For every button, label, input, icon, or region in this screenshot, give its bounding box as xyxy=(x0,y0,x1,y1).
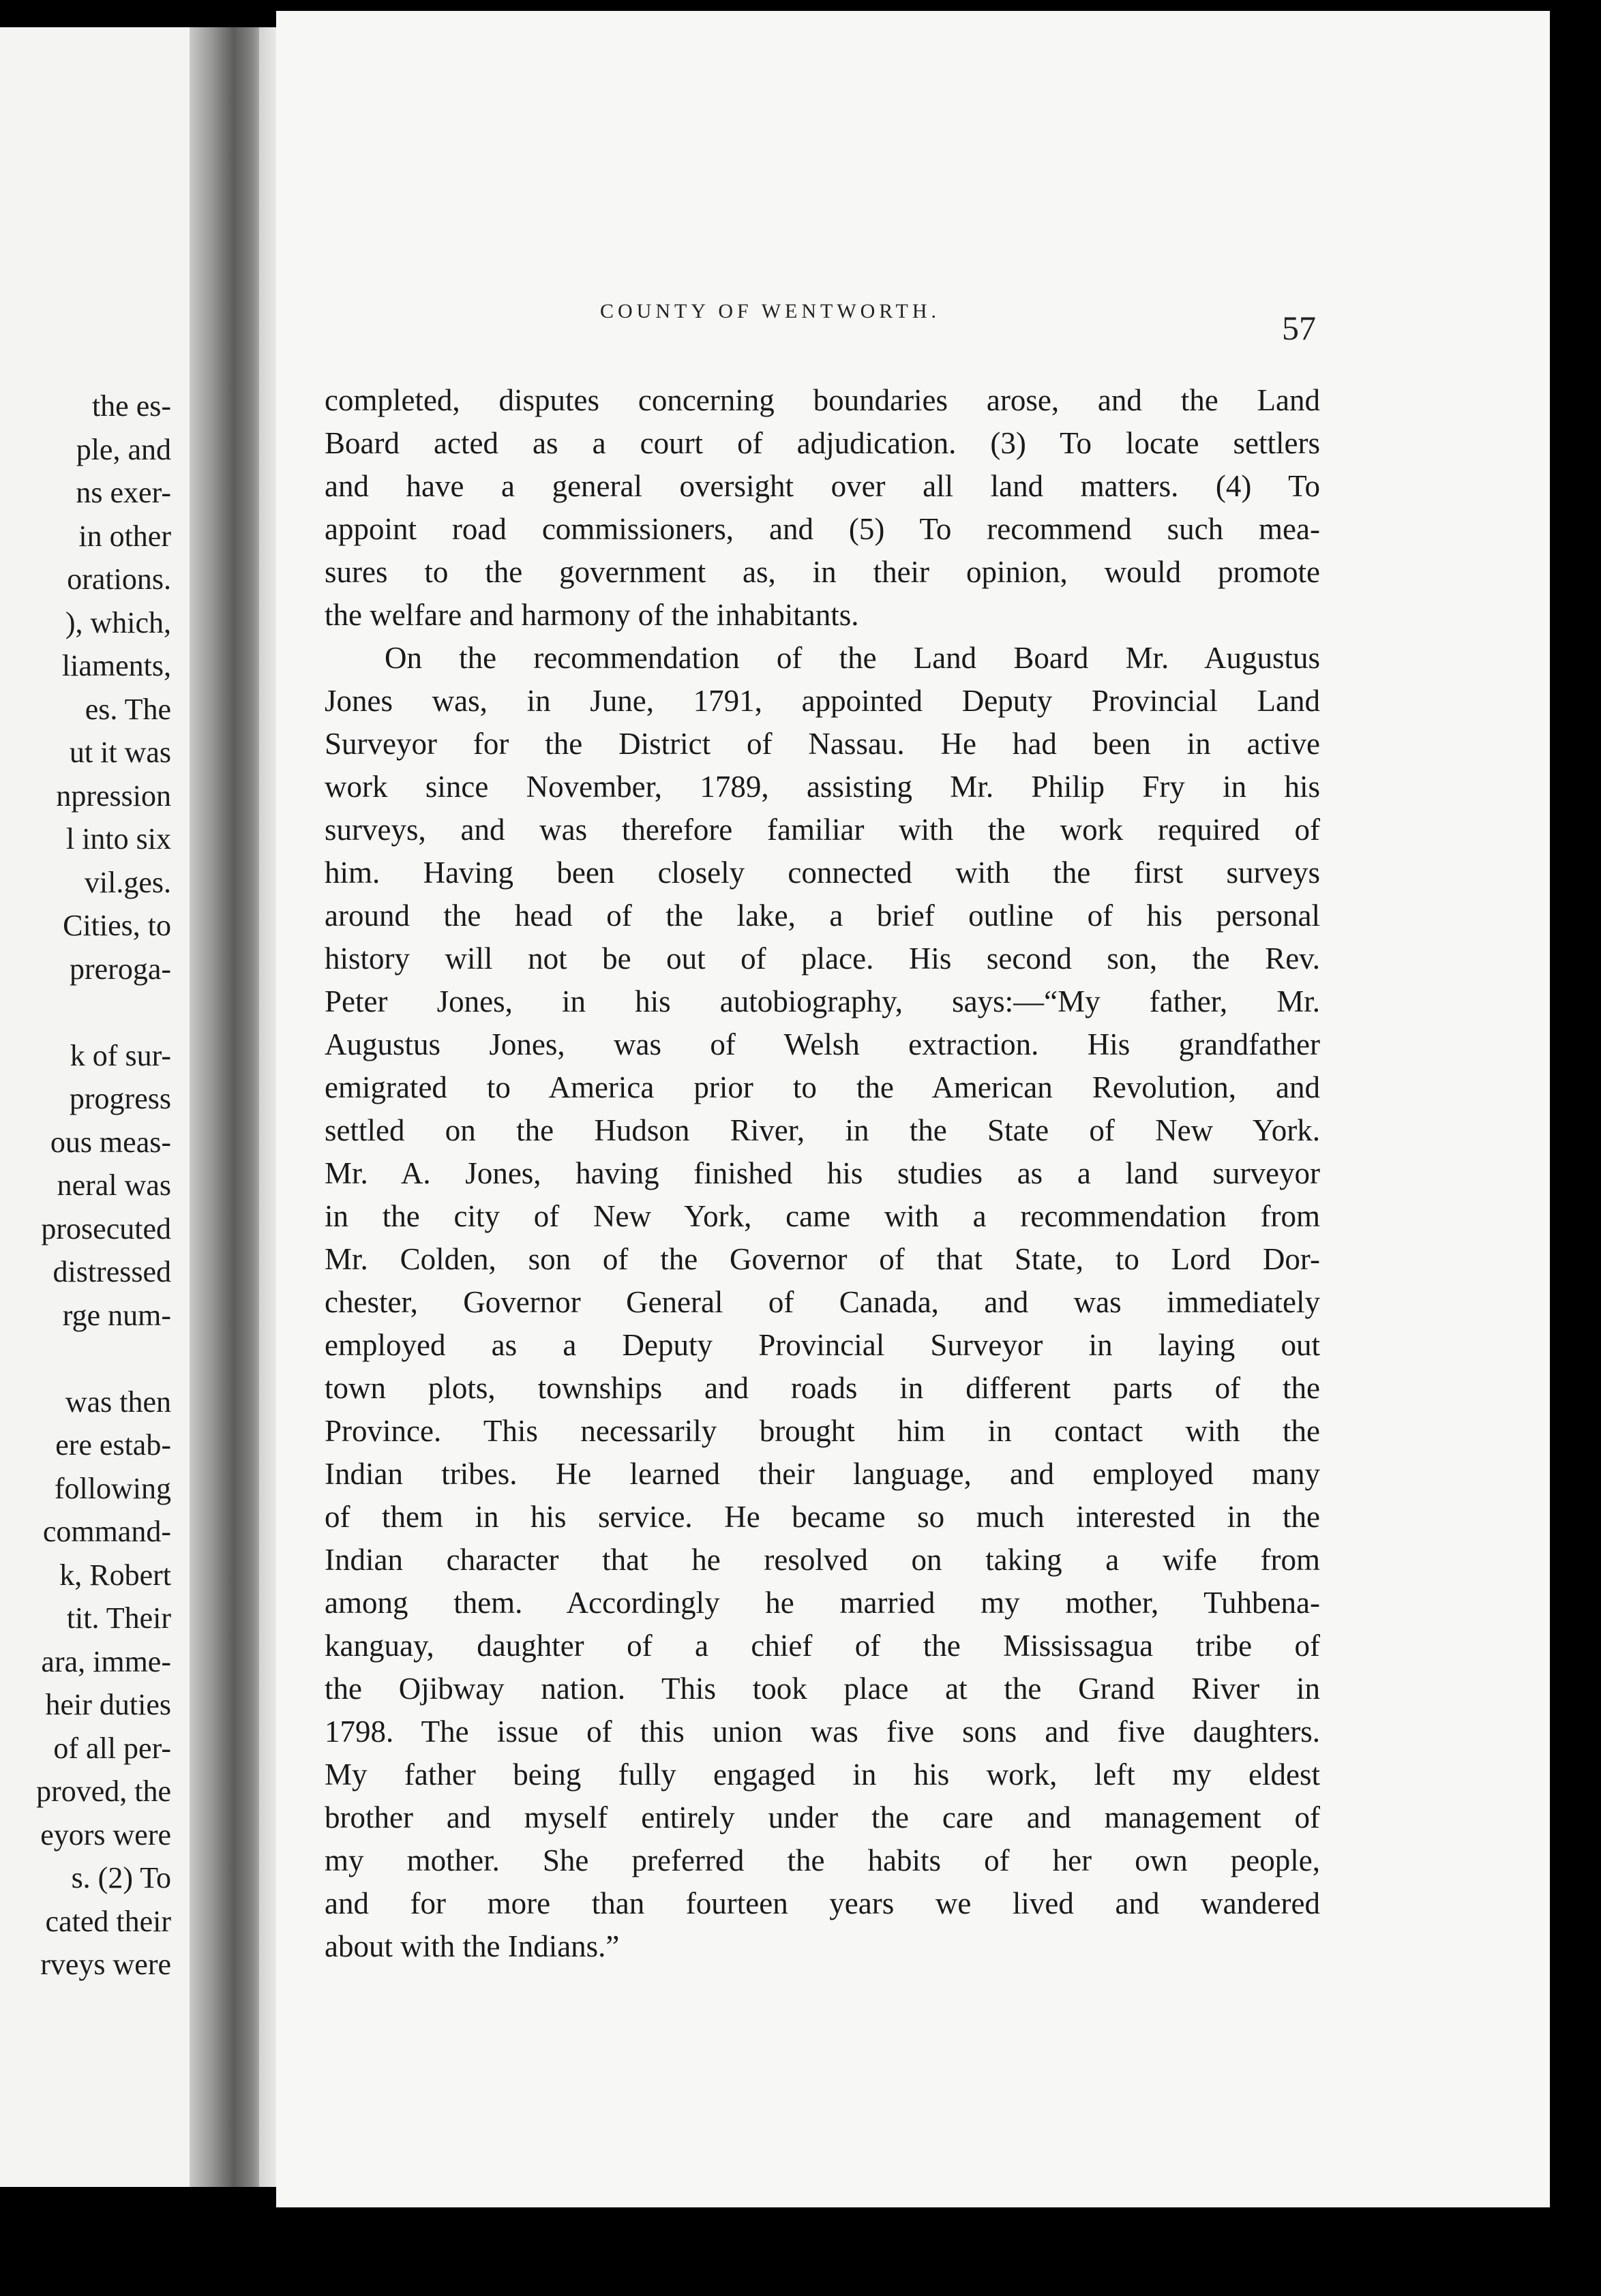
left-text-line: prosecuted xyxy=(41,1211,171,1245)
left-text-line: eyors were xyxy=(40,1817,171,1852)
left-text-line: cated their xyxy=(45,1904,171,1938)
text-line: around the head of the lake, a brief outline of his personal xyxy=(325,898,1320,933)
text-line: settled on the Hudson River, in the State of New York. xyxy=(325,1113,1320,1147)
body-text xyxy=(325,379,1320,1968)
left-text-line: k of sur- xyxy=(70,1038,171,1072)
left-text-line: l into six xyxy=(65,822,171,856)
text-line: Jones was, in June, 1791, appointed Deputy Provincial Land xyxy=(325,684,1320,718)
text-line: On the recommendation of the Land Board Mr. Augustus xyxy=(385,641,1320,675)
text-line: Indian character that he resolved on taking a wife from xyxy=(325,1543,1320,1577)
text-line: history will not be out of place. His second son, the Rev. xyxy=(325,941,1320,976)
left-text-line: progress xyxy=(69,1082,171,1115)
text-line: Peter Jones, in his autobiography, says:—“My father, Mr. xyxy=(325,984,1320,1018)
left-text-line: heir duties xyxy=(45,1688,171,1721)
left-text-line: ), which, xyxy=(65,605,171,639)
left-text-line: of all per- xyxy=(53,1731,171,1765)
text-line: him. Having been closely connected with the first surveys xyxy=(325,856,1320,890)
text-line: employed as a Deputy Provincial Surveyor in laying out xyxy=(325,1328,1320,1362)
left-page-text xyxy=(36,384,171,1987)
left-text-line: s. (2) To xyxy=(71,1861,171,1894)
left-text-line: ple, and xyxy=(76,432,171,466)
left-text-line: k, Robert xyxy=(59,1558,171,1592)
text-line: and for more than fourteen years we lived and wandered xyxy=(325,1886,1320,1920)
text-line: chester, Governor General of Canada, and was immediately xyxy=(325,1285,1320,1319)
text-line: work since November, 1789, assisting Mr. Philip Fry in his xyxy=(325,770,1320,804)
left-text-line: neral was xyxy=(57,1168,171,1202)
text-line: Augustus Jones, was of Welsh extraction. His grandfather xyxy=(325,1027,1320,1061)
text-line: kanguay, daughter of a chief of the Mississagua tribe of xyxy=(325,1629,1320,1663)
running-head: COUNTY OF WENTWORTH. xyxy=(600,300,940,322)
left-text-line: ous meas- xyxy=(50,1125,171,1159)
text-line: Mr. A. Jones, having finished his studies as a land surveyor xyxy=(325,1156,1320,1190)
left-text-line: Cities, to xyxy=(63,909,171,942)
text-line: of them in his service. He became so much interested in the xyxy=(325,1500,1320,1534)
left-text-line: liaments, xyxy=(61,649,171,682)
left-text-line: command- xyxy=(42,1515,171,1548)
text-line: 1798. The issue of this union was five sons and five daughters. xyxy=(325,1715,1320,1749)
left-text-line: tit. Their xyxy=(66,1601,171,1635)
text-line: Province. This necessarily brought him in contact with the xyxy=(325,1414,1320,1448)
left-text-line: ns exer- xyxy=(76,476,171,509)
text-line: surveys, and was therefore familiar with the work required of xyxy=(325,813,1320,847)
left-text-line: orations. xyxy=(67,562,171,596)
left-text-line: npression xyxy=(56,779,171,813)
text-line: about with the Indians.” xyxy=(325,1929,620,1963)
left-text-line: vil.ges. xyxy=(84,865,171,899)
text-line: in the city of New York, came with a recommendation from xyxy=(325,1199,1320,1233)
left-text-line: rveys were xyxy=(40,1948,171,1981)
left-text-line: es. The xyxy=(85,692,171,726)
left-text-line: proved, the xyxy=(36,1774,171,1808)
text-line: My father being fully engaged in his work, left my eldest xyxy=(325,1757,1320,1792)
left-text-line: ara, imme- xyxy=(41,1644,171,1678)
page-number: 57 xyxy=(1282,309,1316,347)
text-line: Indian tribes. He learned their language, and employed many xyxy=(325,1457,1320,1491)
left-text-line: ut it was xyxy=(69,736,171,769)
left-text-line: following xyxy=(54,1471,171,1505)
left-text-line: distressed xyxy=(53,1255,171,1288)
left-text-line xyxy=(36,1337,171,1380)
text-line: Board acted as a court of adjudication. (3) To locate settlers xyxy=(325,426,1320,460)
text-line: emigrated to America prior to the American Revolution, and xyxy=(325,1070,1320,1104)
left-text-line: in other xyxy=(78,519,171,553)
text-line: sures to the government as, in their opinion, would promote xyxy=(325,555,1320,589)
text-line: completed, disputes concerning boundaries arose, and the Land xyxy=(325,383,1320,417)
text-line: my mother. She preferred the habits of her own people, xyxy=(325,1843,1320,1877)
left-text-line: preroga- xyxy=(69,952,171,986)
text-line: appoint road commissioners, and (5) To recommend such mea- xyxy=(325,512,1320,546)
text-line: Mr. Colden, son of the Governor of that State, to Lord Dor- xyxy=(325,1242,1320,1276)
text-line: town plots, townships and roads in different parts of the xyxy=(325,1371,1320,1405)
text-line: Surveyor for the District of Nassau. He had been in active xyxy=(325,727,1320,761)
left-page xyxy=(0,27,222,2187)
text-line: brother and myself entirely under the care and management of xyxy=(325,1800,1320,1834)
left-text-line: the es- xyxy=(91,389,171,423)
text-line: among them. Accordingly he married my mother, Tuhbena- xyxy=(325,1586,1320,1620)
text-line: the welfare and harmony of the inhabitants. xyxy=(325,598,859,632)
text-line: and have a general oversight over all land matters. (4) To xyxy=(325,469,1320,503)
left-text-line: was then xyxy=(65,1385,171,1419)
left-text-line: ere estab- xyxy=(55,1428,171,1462)
left-text-line xyxy=(36,991,171,1034)
text-line: the Ojibway nation. This took place at the Grand River in xyxy=(325,1672,1320,1706)
book-gutter-shadow xyxy=(190,27,270,2187)
left-text-line: rge num- xyxy=(62,1298,171,1332)
